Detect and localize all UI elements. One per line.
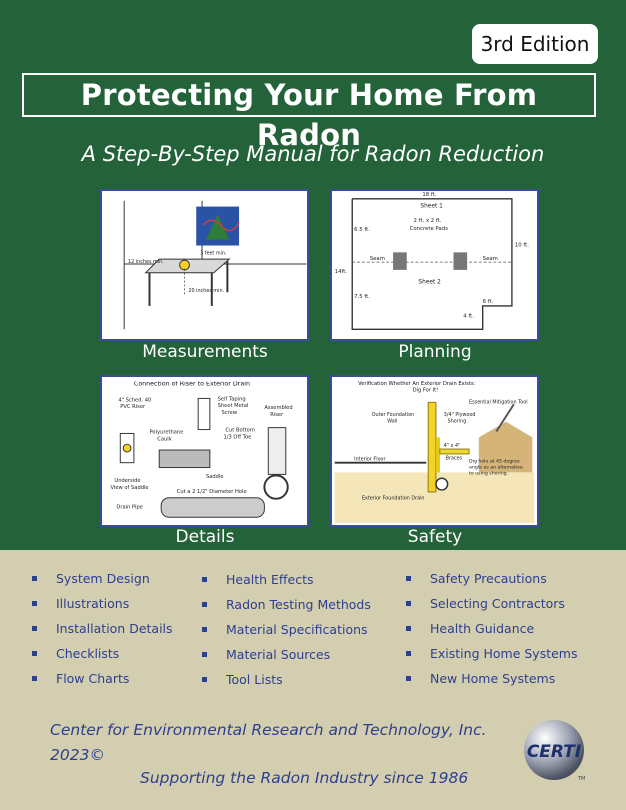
pvc-riser [198, 398, 210, 429]
publisher-tagline: Supporting the Radon Industry since 1986 [140, 769, 469, 787]
topics-column-3 [404, 566, 604, 691]
bullet-icon [202, 652, 207, 657]
label-plywood-2: Shoring [447, 418, 467, 425]
measurements-drawing [102, 191, 307, 339]
outer-foundation-wall [428, 402, 436, 492]
label-outer-1: Outer Foundation [371, 411, 415, 418]
label-sheet-2: Sheet 2 [418, 279, 441, 286]
saddle-piece [159, 450, 210, 468]
bullet-icon [406, 601, 411, 606]
safety-illustration [330, 375, 539, 527]
label-dig-3: to using shoring. [469, 471, 509, 477]
topic-item: Material Specifications [200, 617, 400, 642]
label-4-ft: 4 ft. [463, 313, 474, 320]
label-cut-2: 1/3 Off Toe [223, 434, 252, 441]
details-drawing [102, 377, 307, 525]
label-assembled-2: Riser [270, 411, 284, 418]
topic-item: Material Sources [200, 642, 400, 667]
label-concrete-pads: Concrete Pads [409, 225, 448, 232]
assembled-riser [268, 428, 286, 475]
label-under-2: View of Saddle [110, 484, 149, 491]
measurements-illustration [100, 189, 309, 341]
topic-item: Selecting Contractors [404, 591, 604, 616]
label-3-feet: 3 feet min. [200, 250, 227, 257]
saddle-hole [123, 444, 131, 452]
bullet-icon [406, 626, 411, 631]
label-self-1: Self Taping [217, 396, 246, 403]
drain-pipe [161, 498, 264, 517]
label-7-5-ft: 7.5 ft. [354, 294, 370, 301]
label-6-5-ft: 6.5 ft. [354, 226, 370, 233]
label-self-2: Sheet Metal [217, 403, 249, 410]
label-poly-2: Caulk [157, 436, 172, 443]
label-self-3: Screw [221, 410, 238, 416]
label-14-ft: 14ft. [334, 268, 348, 275]
bullet-icon [202, 577, 207, 582]
bullet-icon [32, 651, 37, 656]
bullet-icon [202, 602, 207, 607]
concrete-pad [453, 252, 467, 270]
topic-item: Flow Charts [30, 666, 230, 691]
planning-illustration [330, 189, 539, 341]
safety-heading-1: Verification Whether An Exterior Drain Exists: [358, 380, 476, 387]
label-assembled-1: Assembled [264, 405, 293, 412]
label-18-ft: 18 ft. [422, 191, 437, 198]
label-plywood-1: 3/4" Plywood [443, 411, 476, 418]
label-20-inches: 20 inches min. [188, 288, 225, 295]
safety-drawing [332, 377, 537, 525]
label-brace-1: 4" x 4" [443, 443, 461, 450]
logo-tm: TM [578, 776, 586, 782]
topics-column-2 [200, 567, 400, 692]
label-essential-tool: Essential Mitigation Tool [469, 399, 528, 406]
label-outer-2: Wall [387, 418, 398, 425]
label-brace-2: Braces [445, 455, 463, 462]
radon-detector-icon [180, 260, 190, 270]
publisher-name: Center for Environmental Research and Technology, Inc. [50, 721, 487, 739]
label-10-ft: 10 ft. [514, 242, 529, 249]
drain-pipe-end [436, 478, 448, 490]
details-illustration [100, 375, 309, 527]
label-poly-1: Polyurethane [149, 429, 184, 436]
label-12-inches: 12 inches min. [128, 259, 164, 266]
label-hole: Cut a 2 1/2" Diameter Hole [176, 488, 247, 495]
topic-item: Installation Details [30, 616, 230, 641]
bullet-icon [406, 576, 411, 581]
label-dig-1: Dig hole at 45 degree [469, 459, 520, 465]
label-riser-2: PVC Riser [120, 404, 146, 411]
label-riser-1: 4" Sched. 40 [118, 397, 152, 404]
cover-title: Protecting Your Home From Radon [22, 73, 596, 117]
bullet-icon [202, 677, 207, 682]
label-seam-left: Seam [369, 256, 385, 263]
bullet-icon [32, 626, 37, 631]
topic-item: Illustrations [30, 591, 230, 616]
edition-badge: 3rd Edition [472, 24, 598, 64]
plywood-shoring [436, 437, 440, 472]
cover-subtitle: A Step-By-Step Manual for Radon Reduction [81, 142, 545, 166]
label-pads-size: 2 ft. x 2 ft. [413, 218, 442, 225]
publication-year: 2023© [50, 746, 105, 764]
planning-drawing [332, 191, 537, 339]
caption-planning: Planning [398, 342, 472, 362]
certi-logo-icon [520, 714, 592, 786]
bullet-icon [406, 676, 411, 681]
bullet-icon [32, 601, 37, 606]
topic-item: Checklists [30, 641, 230, 666]
topic-item: System Design [30, 566, 230, 591]
bullet-icon [406, 651, 411, 656]
label-exterior-drain: Exterior Foundation Drain [361, 495, 425, 502]
topic-item: Health Guidance [404, 616, 604, 641]
label-seam-right: Seam [482, 256, 498, 263]
concrete-pad [393, 252, 407, 270]
topic-item: Safety Precautions [404, 566, 604, 591]
topic-item: New Home Systems [404, 666, 604, 691]
brace-beam [440, 449, 469, 454]
caption-details: Details [175, 527, 235, 547]
label-saddle: Saddle [205, 474, 224, 481]
topic-item: Health Effects [200, 567, 400, 592]
label-6-ft: 6 ft. [482, 298, 494, 305]
bullet-icon [32, 676, 37, 681]
safety-heading-2: Dig For It! [412, 387, 439, 394]
caption-safety: Safety [407, 527, 463, 547]
bullet-icon [32, 576, 37, 581]
label-drain-pipe: Drain Pipe [116, 504, 143, 511]
assembled-pipe-end [264, 475, 287, 498]
details-heading: Connection of Riser to Exterior Drain [133, 380, 250, 388]
label-sheet-1: Sheet 1 [420, 203, 443, 210]
label-cut-1: Cut Bottom [225, 427, 255, 434]
topic-item: Existing Home Systems [404, 641, 604, 666]
caption-measurements: Measurements [142, 342, 268, 362]
label-dig-2: angle as an alternative [469, 465, 523, 471]
topic-item: Tool Lists [200, 667, 400, 692]
logo-text: CERTI [526, 742, 582, 762]
label-interior-floor: Interior Floor [354, 456, 386, 463]
topic-item: Radon Testing Methods [200, 592, 400, 617]
bullet-icon [202, 627, 207, 632]
label-under-1: Underside [114, 478, 141, 485]
